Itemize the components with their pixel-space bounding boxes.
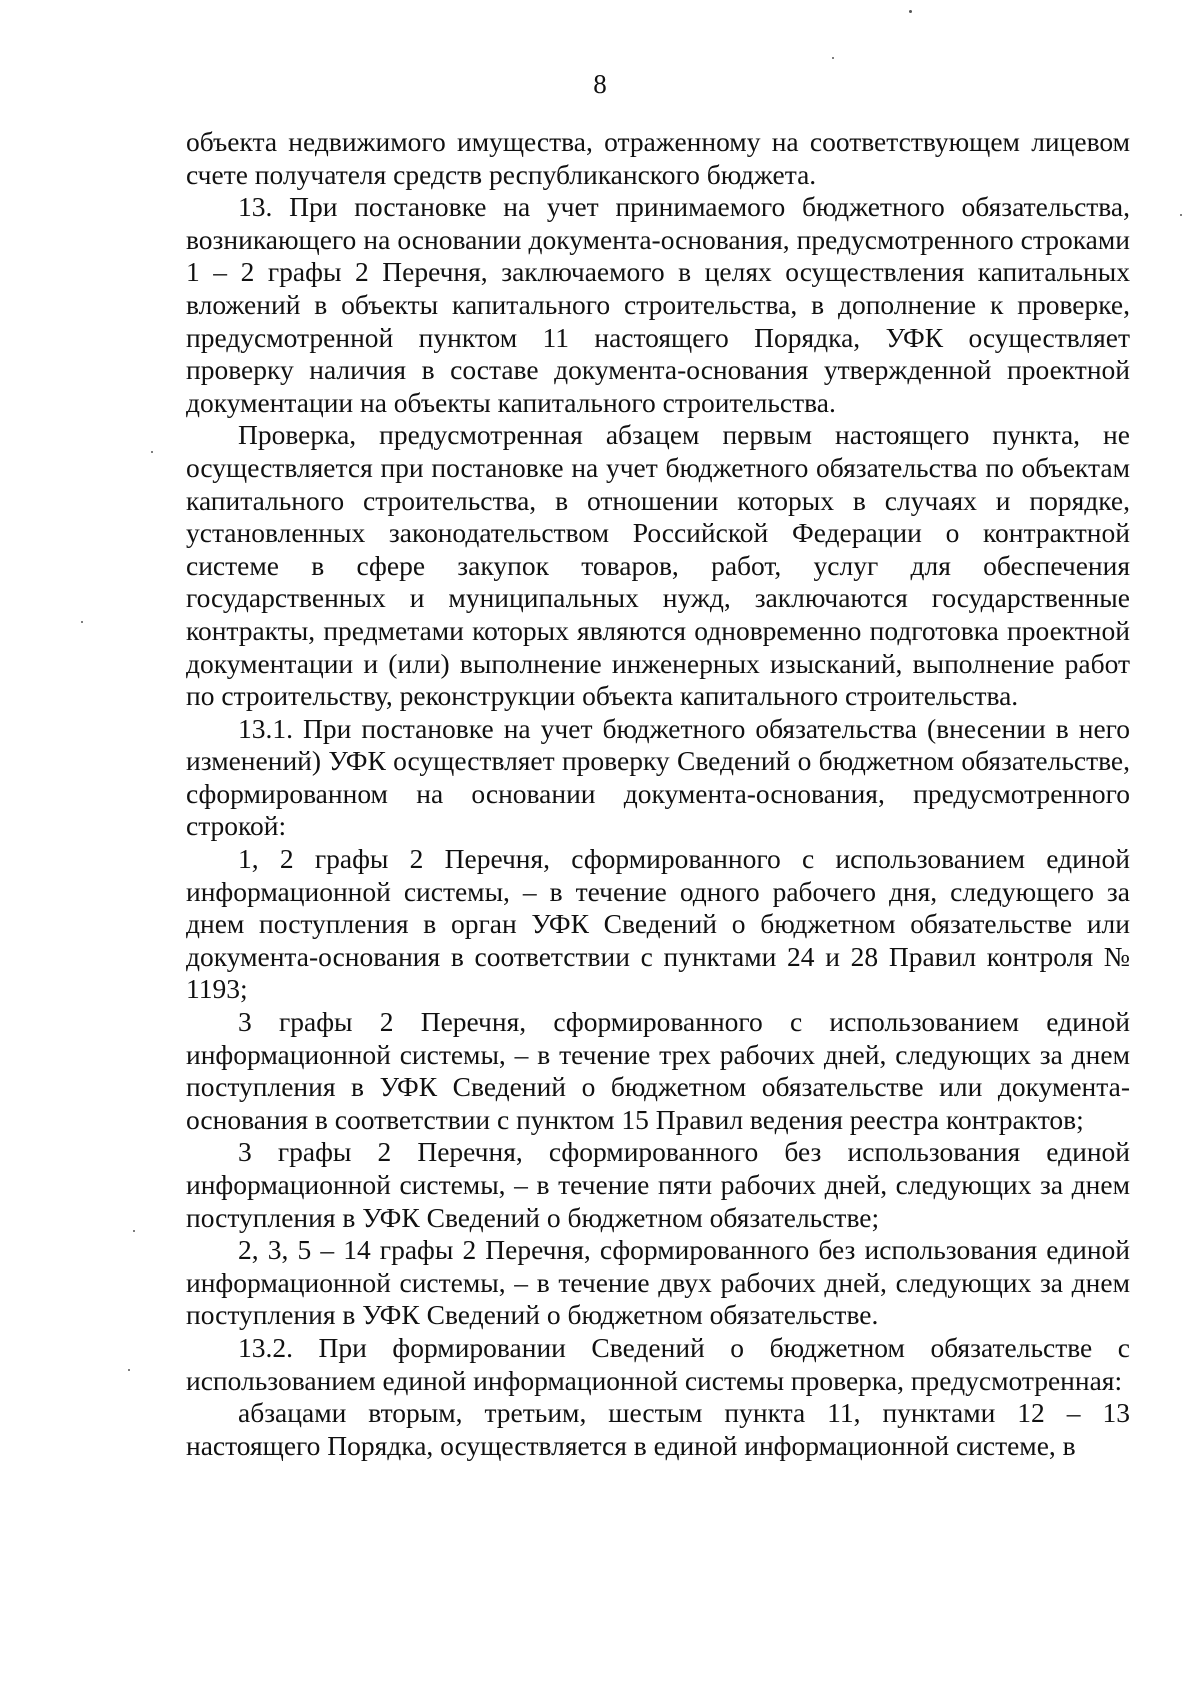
paragraph-13-1-item-1: 1, 2 графы 2 Перечня, сформированного с использованием единой информационной системы, – в течение одного рабочего дня, следующего за днем поступления в орган УФК Сведений о бюджетном обязательстве или документа-основания в соответствии с пунктами 24 и 28 Правил контроля № 1193; (186, 843, 1130, 1005)
paragraph-13-1-item-2: 3 графы 2 Перечня, сформированного с использованием единой информационной системы, – в течение трех рабочих дней, следующих за днем поступления в УФК Сведений о бюджетном обязательстве или документа-основания в соответствии с пунктом 15 Правил ведения реестра контрактов; (186, 1006, 1130, 1135)
paragraph-13-2-item: абзацами вторым, третьим, шестым пункта 11, пунктами 12 – 13 настоящего Порядка, осуществляется в единой информационной системе, в (186, 1397, 1130, 1461)
paragraph-13: 13. При постановке на учет принимаемого бюджетного обязательства, возникающего на основании документа-основания, предусмотренного строками 1 – 2 графы 2 Перечня, заключаемого в целях осуществления капитальных вложений в объекты капитального строительства, в дополнение к проверке, предусмотренной пунктом 11 настоящего Порядка, УФК осуществляет проверку наличия в составе документа-основания утвержденной проектной документации на объекты капитального строительства. (186, 191, 1130, 418)
scan-speck (1180, 214, 1182, 216)
scan-speck (151, 451, 153, 453)
document-body (186, 126, 1130, 1462)
paragraph-13-1: 13.1. При постановке на учет бюджетного обязательства (внесении в него изменений) УФК осуществляет проверку Сведений о бюджетном обязательстве, сформированном на основании документа-основания, предусмотренного строкой: (186, 712, 1130, 842)
paragraph-13-second: Проверка, предусмотренная абзацем первым настоящего пункта, не осуществляется при постановке на учет бюджетного обязательства по объектам капитального строительства, в отношении которых в случаях и порядке, установленных законодательством Российской Федерации о контрактной системе в сфере закупок товаров, работ, услуг для обеспечения государственных и муниципальных нужд, заключаются государственные контракты, предметами которых являются одновременно подготовка проектной документации и (или) выполнение инженерных изысканий, выполнение работ по строительству, реконструкции объекта капитального строительства. (186, 419, 1130, 712)
paragraph-continuation: объекта недвижимого имущества, отраженному на соответствующем лицевом счете получателя средств республиканского бюджета. (186, 126, 1130, 190)
scan-speck (81, 621, 83, 623)
page-number: 8 (593, 69, 607, 99)
scan-speck (832, 57, 834, 59)
paragraph-13-1-item-3: 3 графы 2 Перечня, сформированного без использования единой информационной системы, – в течение пяти рабочих дней, следующих за днем поступления в УФК Сведений о бюджетном обязательстве; (186, 1136, 1130, 1233)
scan-speck (128, 1369, 130, 1371)
paragraph-13-2: 13.2. При формировании Сведений о бюджетном обязательстве с использованием единой информационной системы проверка, предусмотренная: (186, 1331, 1130, 1396)
scan-speck (909, 10, 912, 13)
paragraph-13-1-item-4: 2, 3, 5 – 14 графы 2 Перечня, сформированного без использования единой информационной системы, – в течение двух рабочих дней, следующих за днем поступления в УФК Сведений о бюджетном обязательстве. (186, 1234, 1130, 1331)
scan-speck (133, 1230, 135, 1232)
